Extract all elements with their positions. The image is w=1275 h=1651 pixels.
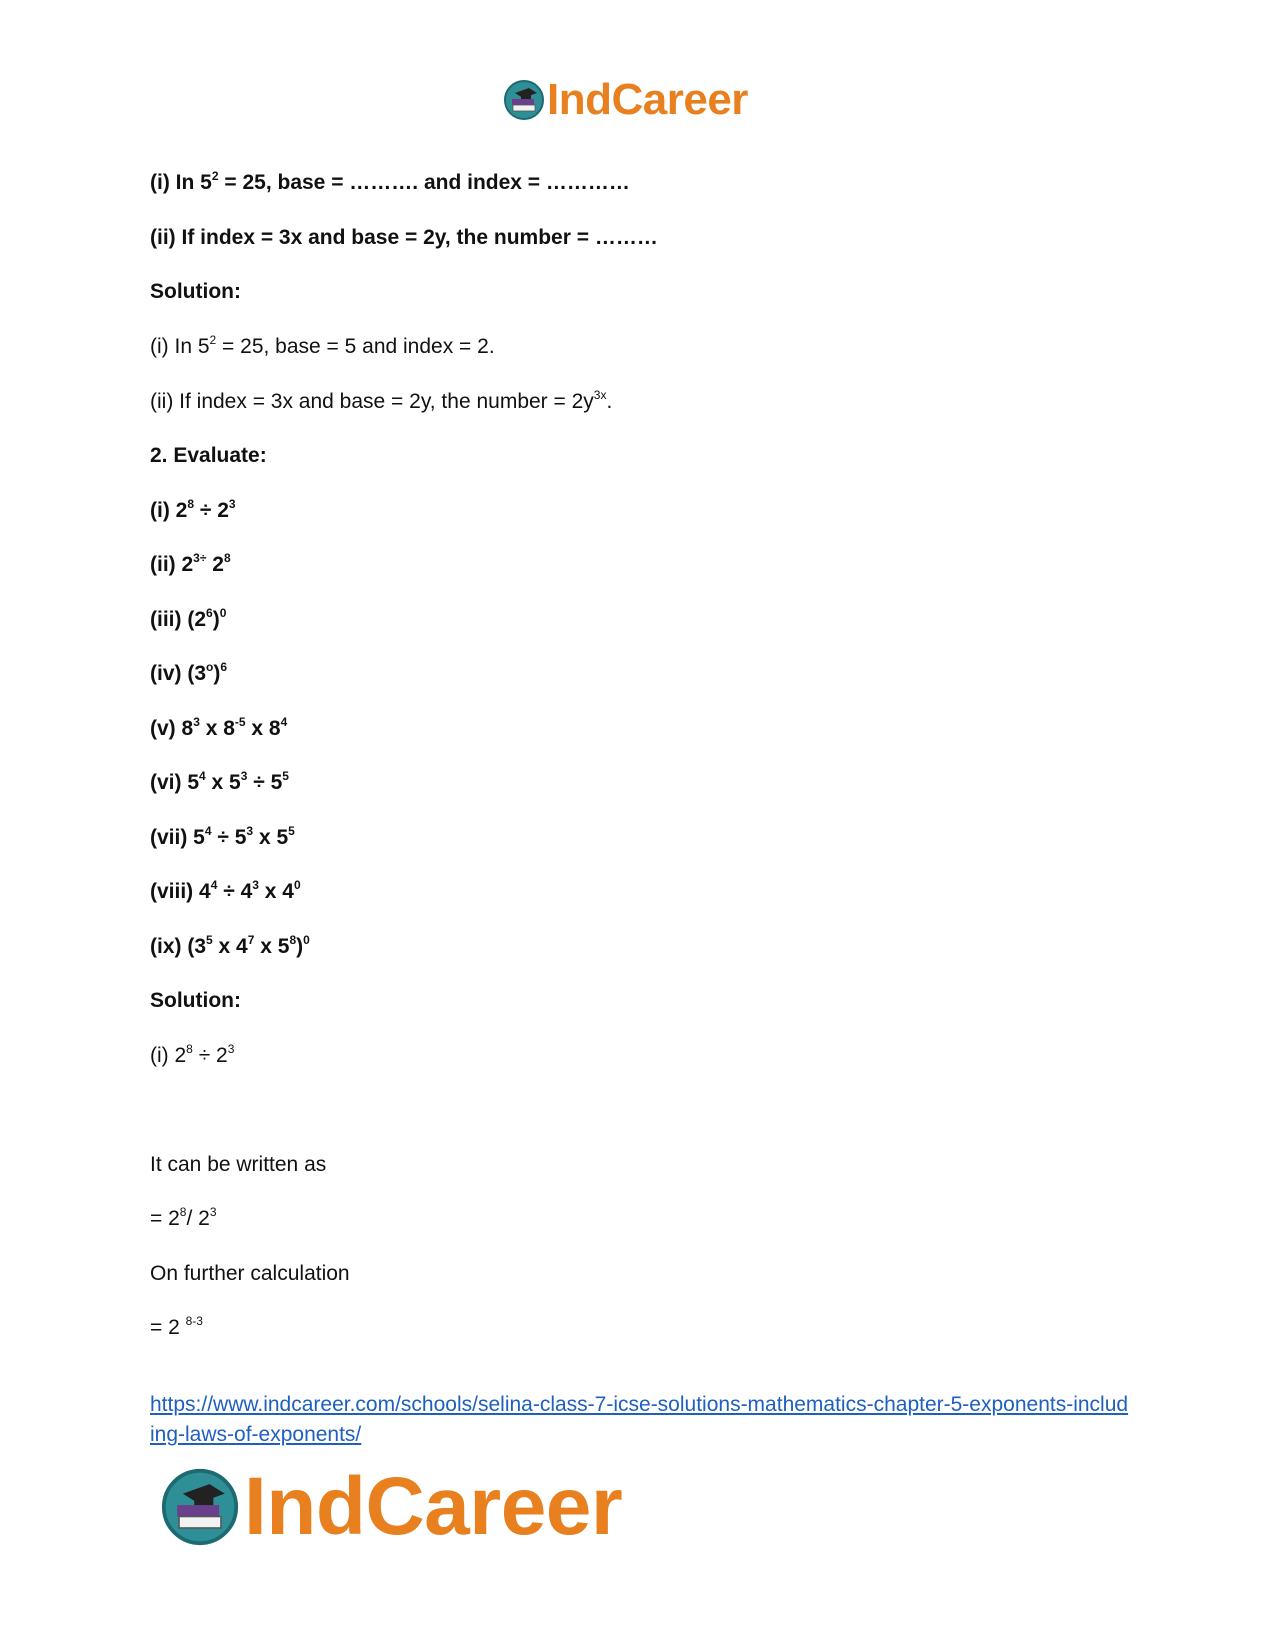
logo-wordmark: IndCareer [244, 1461, 623, 1552]
question-2-vii: (vii) $5^4 \div 5^3$ x $5^5$ [150, 824, 295, 849]
source-link[interactable]: https://www.indcareer.com/schools/selina-class-7-icse-solutions-mathematics-chapter-5-exponents-including-laws-of-exponents/ [150, 1393, 1129, 1446]
question-2-viii: (viii) $4^4 \div 4^3$ x $4^0$ [150, 878, 301, 903]
solution-2-i: (i) $2^8 \div 2^3$ [150, 1042, 235, 1067]
solution-1-i: (i) In $5^2 = 25$, base = 5 and index = 2. [150, 333, 495, 358]
solution-2-eq1: = $2^8/$ $2^3$ [150, 1205, 217, 1230]
question-2-vi: (vi) $5^4$ x $5^3 \div 5^5$ [150, 769, 289, 794]
question-2-v: (v) $8^3$ x $8^{-5}$ x $8^4$ [150, 715, 288, 740]
header-logo [503, 75, 748, 124]
question-1-i: (i) In $5^2 = 25$, base = ………. and index = ………… [150, 169, 630, 194]
question-1-ii: (ii) If index = 3x and base = 2y, the number = ……… [150, 226, 658, 249]
book-globe-icon [503, 79, 545, 121]
solution-2-written: It can be written as [150, 1153, 327, 1176]
solution-heading: Solution: [150, 280, 241, 303]
question-2-iii: (iii) $(2^6)^0$ [150, 606, 227, 631]
question-2-ii: (ii) $2^{3\div}$ $2^8$ [150, 551, 231, 576]
question-2-ix: (ix) ($3^5$ x $4^7$ x $5^8)^0$ [150, 933, 310, 958]
book-globe-icon [160, 1467, 240, 1547]
solution-2-further: On further calculation [150, 1262, 350, 1285]
question-2-i: (i) $2^8 \div 2^3$ [150, 497, 236, 522]
question-2-iv: (iv) $(3^o)^6$ [150, 660, 228, 685]
logo-wordmark: IndCareer [547, 75, 748, 124]
footer-logo [160, 1461, 623, 1552]
question-2-heading: 2. Evaluate: [150, 444, 267, 467]
solution-2-heading: Solution: [150, 989, 241, 1012]
solution-1-ii: (ii) If index = 3x and base = 2y, the number = $2y^{3x}$. [150, 388, 613, 413]
solution-2-eq2: = 2 $^{8-3}$ [150, 1314, 203, 1339]
